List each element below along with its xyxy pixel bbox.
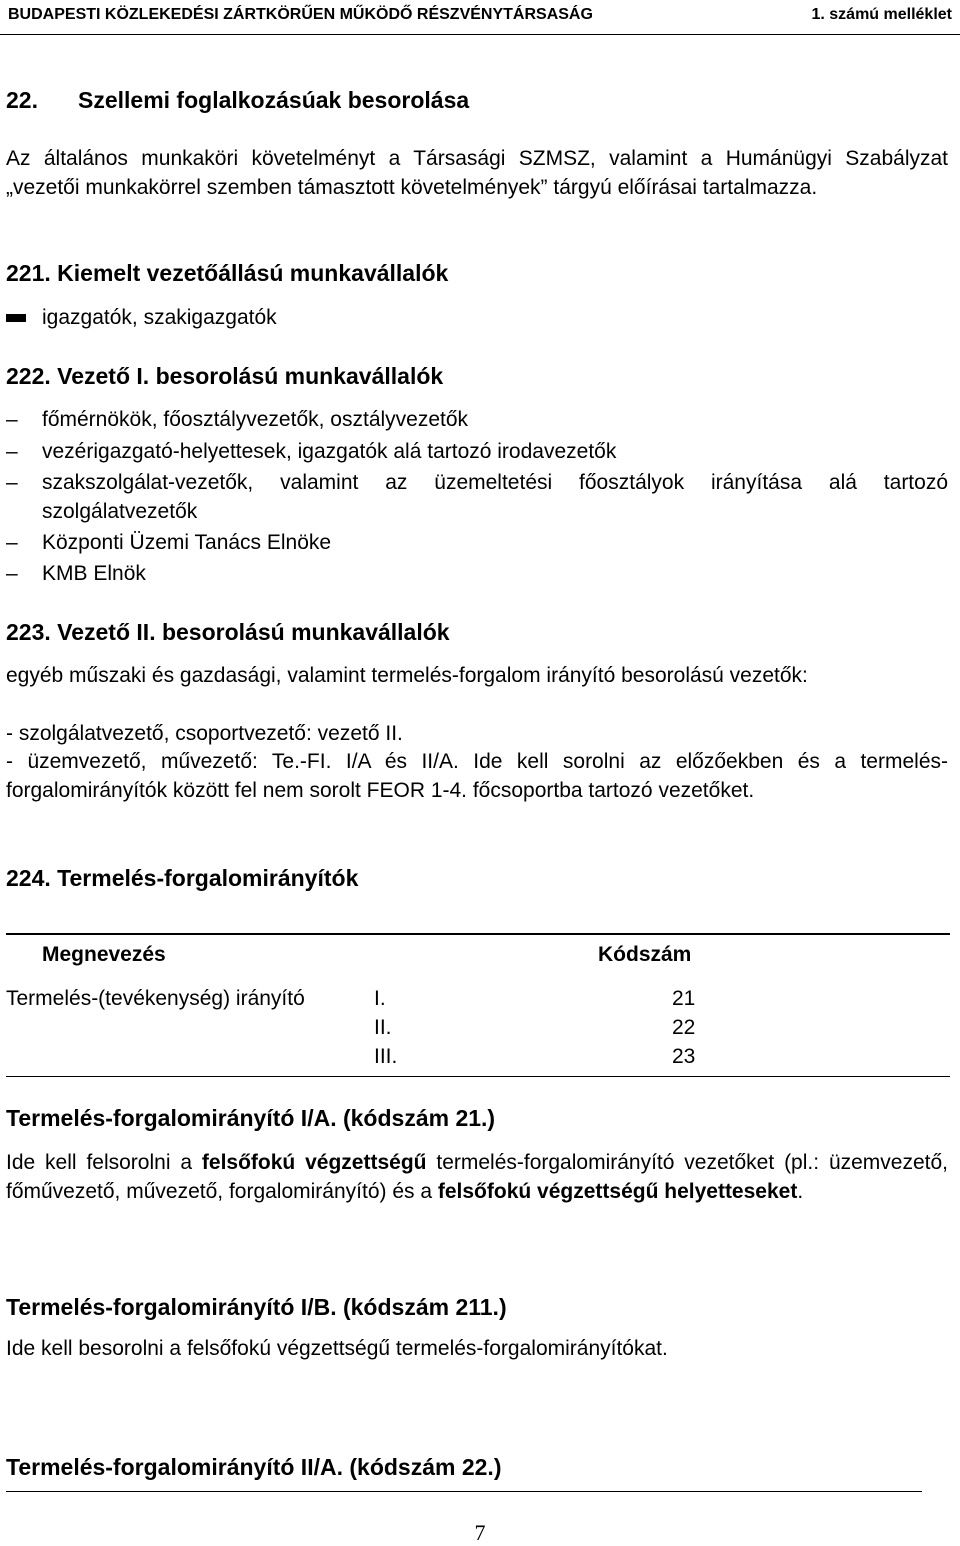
ia-text: Ide kell felsorolni a bbox=[6, 1151, 202, 1174]
table-cell-level: I. bbox=[374, 987, 386, 1010]
ia-bold-text: felsőfokú végzettségű helyetteseket bbox=[437, 1180, 798, 1203]
dash-bullet-icon: – bbox=[6, 408, 18, 431]
section-221-heading: 221. Kiemelt vezetőállású munkavállalók bbox=[6, 260, 449, 286]
iia-heading: Termelés-forgalomirányító II/A. (kódszám 22.) bbox=[6, 1454, 502, 1480]
dash-bullet-icon: – bbox=[6, 471, 18, 494]
ia-bold-text: felsőfokú végzettségű bbox=[201, 1151, 427, 1174]
section-title: Szellemi foglalkozásúak besorolása bbox=[78, 87, 470, 113]
table-cell-code: 22 bbox=[672, 1016, 696, 1039]
table-cell-code: 23 bbox=[672, 1045, 696, 1068]
table-bottom-rule bbox=[6, 1076, 950, 1077]
list-item-text: KMB Elnök bbox=[42, 562, 146, 585]
ib-paragraph: Ide kell besorolni a felsőfokú végzettségű termelés-forgalomirányítókat. bbox=[6, 1337, 668, 1360]
table-cell-level: III. bbox=[374, 1045, 398, 1068]
page-header bbox=[0, 0, 960, 35]
list-item bbox=[6, 468, 948, 526]
table-header-name: Megnevezés bbox=[42, 943, 166, 966]
table-cell-level: II. bbox=[374, 1016, 392, 1039]
dash-bullet-icon: – bbox=[6, 440, 18, 463]
section-223-heading: 223. Vezető II. besorolású munkavállalók bbox=[6, 619, 450, 645]
section-number: 22. bbox=[6, 87, 38, 113]
dash-bullet-icon: – bbox=[6, 562, 18, 585]
square-bullet-icon bbox=[6, 314, 26, 322]
section-223-line: egyéb műszaki és gazdasági, valamint termelés-forgalom irányító besorolású vezetők: bbox=[6, 664, 808, 687]
table-top-rule bbox=[6, 933, 950, 935]
section-22-intro: Az általános munkaköri követelményt a Társasági SZMSZ, valamint a Humánügyi Szabályzat „vezetői munkakörrel szemben támasztott követelmények” tárgyú előírásai tartalmazza. bbox=[6, 147, 948, 199]
annex-label: 1. számú melléklet bbox=[811, 6, 952, 23]
section-224-heading: 224. Termelés-forgalomirányítók bbox=[6, 865, 359, 891]
table-header-code: Kódszám bbox=[598, 943, 692, 966]
company-name: BUDAPESTI KÖZLEKEDÉSI ZÁRTKÖRŰEN MŰKÖDŐ RÉSZVÉNYTÁRSASÁG bbox=[8, 6, 593, 23]
section-222-heading: 222. Vezető I. besorolású munkavállalók bbox=[6, 363, 444, 389]
table-cell-code: 21 bbox=[672, 987, 696, 1010]
ib-heading: Termelés-forgalomirányító I/B. (kódszám 211.) bbox=[6, 1294, 507, 1320]
section-221-item: igazgatók, szakigazgatók bbox=[42, 306, 277, 329]
section-223-line: - szolgálatvezető, csoportvezető: vezető II. bbox=[6, 722, 403, 745]
section-22-heading bbox=[6, 86, 948, 115]
page-number: 7 bbox=[474, 1520, 486, 1545]
list-item-text: főmérnökök, főosztályvezetők, osztályvezetők bbox=[42, 408, 469, 431]
ia-text: . bbox=[797, 1180, 804, 1203]
table-row-label: Termelés-(tevékenység) irányító bbox=[6, 987, 305, 1010]
section-223-line: - üzemvezető, művezető: Te.-FI. I/A és II/A. Ide kell sorolni az előzőekben és a termelés-forgalomirányítók között fel nem sorolt FEOR 1-4. főcsoportba tartozó vezetőket. bbox=[6, 750, 948, 802]
ia-heading: Termelés-forgalomirányító I/A. (kódszám 21.) bbox=[6, 1105, 496, 1131]
ia-paragraph bbox=[6, 1148, 948, 1206]
footer-rule bbox=[6, 1491, 922, 1492]
list-item-text: szakszolgálat-vezetők, valamint az üzemeltetési főosztályok irányítása alá tartozó szolgálatvezetők bbox=[42, 471, 948, 523]
dash-bullet-icon: – bbox=[6, 531, 18, 554]
list-item-text: vezérigazgató-helyettesek, igazgatók alá tartozó irodavezetők bbox=[42, 440, 617, 463]
ia-text: termelés-forgalomirányító vezetőket (pl.: üzemvezető, főművezető, művezető, forgalomirányító) és a bbox=[6, 1151, 948, 1203]
list-item-text: Központi Üzemi Tanács Elnöke bbox=[42, 531, 332, 554]
